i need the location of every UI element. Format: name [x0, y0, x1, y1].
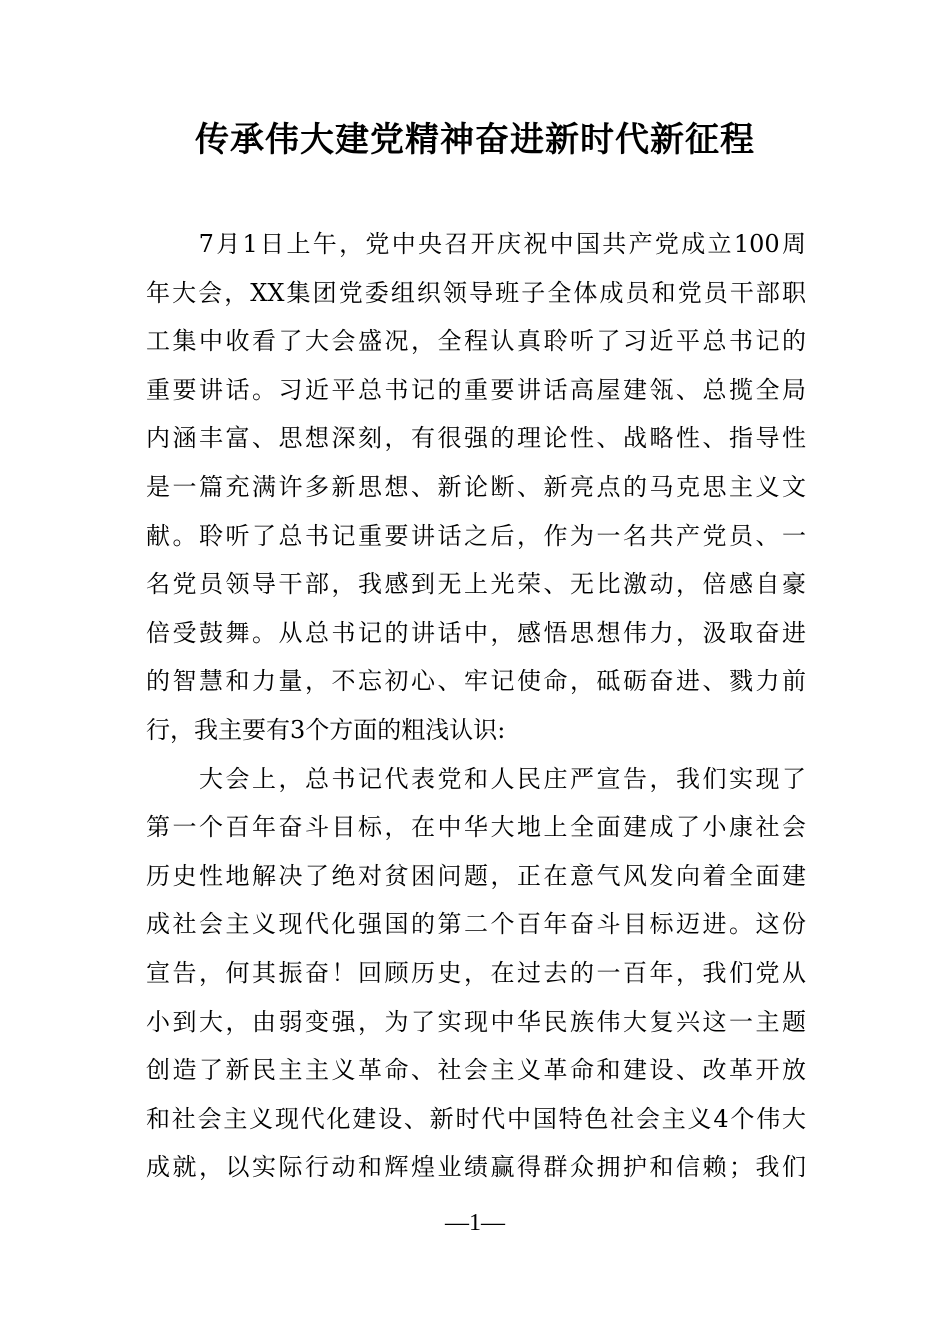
body-line: 倍受鼓舞。从总书记的讲话中，感悟思想伟力，汲取奋进 — [146, 618, 806, 647]
body-line: 的智慧和力量，不忘初心、牢记使命，砥砺奋进、戮力前 — [146, 667, 806, 696]
document-body — [146, 220, 806, 1192]
body-line: 小到大，由弱变强，为了实现中华民族伟大复兴这一主题 — [146, 1007, 806, 1036]
body-line: 重要讲话。习近平总书记的重要讲话高屋建瓴、总揽全局 — [146, 375, 806, 404]
body-line: 工集中收看了大会盛况，全程认真聆听了习近平总书记的 — [146, 327, 806, 356]
body-line: 行，我主要有3个方面的粗浅认识: — [146, 715, 506, 744]
body-line: 7月1日上午，党中央召开庆祝中国共产党成立100周 — [146, 230, 806, 258]
page-number: —1— — [445, 1210, 505, 1236]
body-line: 创造了新民主主义革命、社会主义革命和建设、改革开放 — [146, 1056, 806, 1085]
body-line: 第一个百年奋斗目标，在中华大地上全面建成了小康社会 — [146, 813, 806, 842]
body-line: 名党员领导干部，我感到无上光荣、无比激动，倍感自豪 — [146, 570, 806, 599]
body-line: 成就，以实际行动和辉煌业绩赢得群众拥护和信赖；我们 — [146, 1153, 806, 1182]
body-line: 大会上，总书记代表党和人民庄严宣告，我们实现了 — [146, 764, 806, 793]
document-title: 传承伟大建党精神奋进新时代新征程 — [195, 120, 755, 160]
body-line: 年大会，XX集团党委组织领导班子全体成员和党员干部职 — [146, 278, 806, 307]
body-line: 和社会主义现代化建设、新时代中国特色社会主义4个伟大 — [146, 1104, 806, 1133]
body-line: 献。聆听了总书记重要讲话之后，作为一名共产党员、一 — [146, 521, 806, 550]
body-line: 宣告，何其振奋！回顾历史，在过去的一百年，我们党从 — [146, 958, 806, 987]
body-line: 内涵丰富、思想深刻，有很强的理论性、战略性、指导性 — [146, 424, 806, 453]
body-line: 是一篇充满许多新思想、新论断、新亮点的马克思主义文 — [146, 472, 806, 501]
body-line: 历史性地解决了绝对贫困问题，正在意气风发向着全面建 — [146, 861, 806, 890]
body-line: 成社会主义现代化强国的第二个百年奋斗目标迈进。这份 — [146, 910, 806, 939]
